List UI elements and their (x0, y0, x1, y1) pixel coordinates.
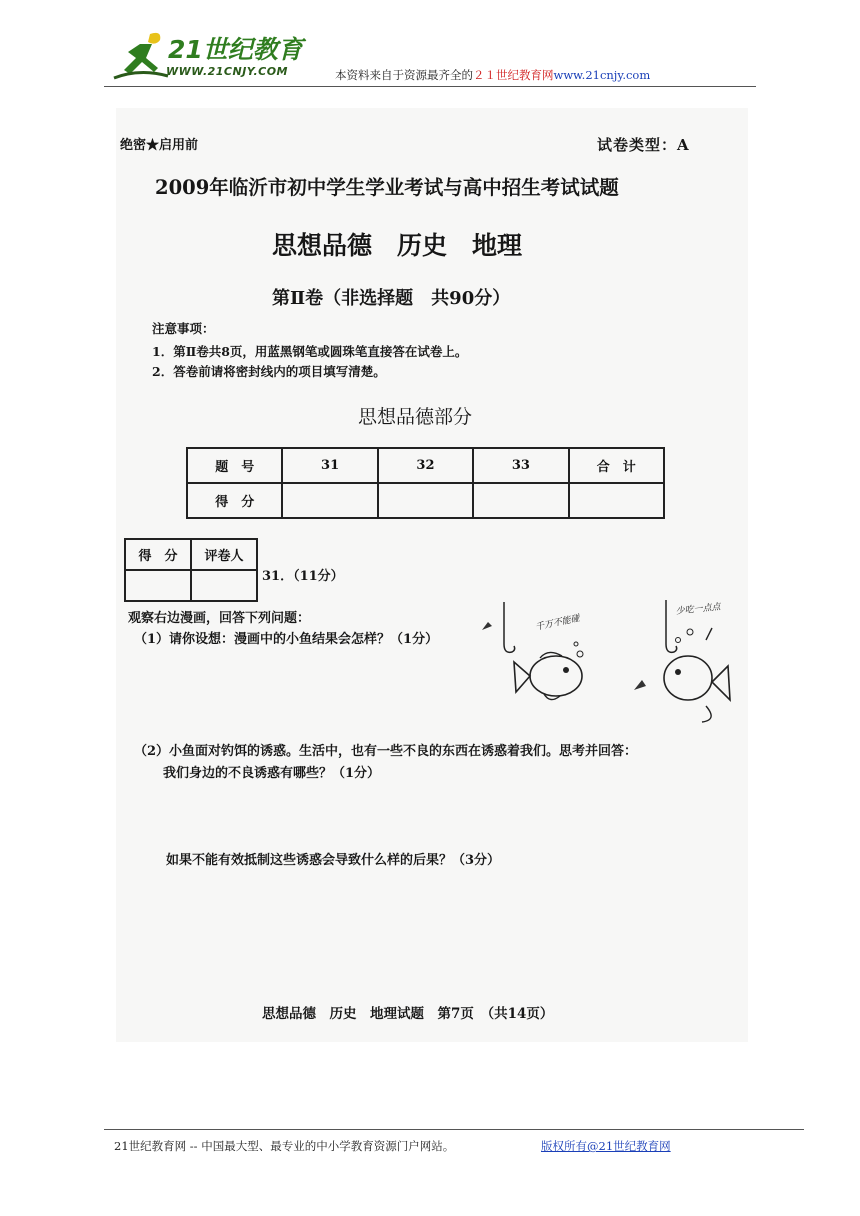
paper-type: 试卷类型：A (597, 136, 690, 154)
section-title: 思想品德部分 (358, 406, 473, 428)
source-url-link[interactable]: www.21cnjy.com (553, 68, 651, 82)
logo-url: WWW.21CNJY.COM (166, 65, 288, 78)
notice-item-2: 2．答卷前请将密封线内的项目填写清楚。 (152, 364, 386, 379)
score-table-label: 得 分 (187, 483, 282, 518)
score-table-header-row (187, 448, 664, 483)
score-cell-33[interactable] (473, 483, 568, 518)
footer-divider (104, 1129, 804, 1130)
score-table-label: 题 号 (187, 448, 282, 483)
question-31-number: 31．（11分） (262, 569, 344, 584)
question-31-part-2-prompt: 我们身边的不良诱惑有哪些？（1分） (163, 766, 381, 781)
site-logo[interactable] (110, 28, 310, 84)
score-table-col: 31 (282, 448, 377, 483)
score-table-col: 32 (378, 448, 473, 483)
source-site-link[interactable]: ２１世纪教育网 (473, 68, 554, 82)
score-cell-31[interactable] (282, 483, 377, 518)
header-source-line (335, 67, 650, 83)
grader-table (124, 538, 258, 602)
comic-caption-left: 千万不能碰 (534, 613, 581, 633)
score-table-col: 33 (473, 448, 568, 483)
score-table (186, 447, 665, 519)
question-instruction: 观察右边漫画，回答下列问题： (128, 611, 311, 626)
score-table-col: 合 计 (569, 448, 664, 483)
comic-caption-right: 少吃一点点 (675, 602, 722, 617)
fish-bait-comic (474, 596, 744, 726)
logo-wordmark: 21世纪教育 (168, 35, 303, 64)
footer-copyright-link[interactable]: 版权所有@21世纪教育网 (541, 1139, 671, 1153)
score-cell-total[interactable] (569, 483, 664, 518)
exam-subjects: 思想品德 历史 地理 (272, 231, 523, 260)
footer-site-description: 21世纪教育网 -- 中国最大型、最专业的中小学教育资源门户网站。 (114, 1139, 455, 1153)
source-prefix: 本资料来自于资源最齐全的 (335, 68, 473, 82)
confidential-label: 绝密★启用前 (120, 138, 199, 153)
notice-item-1: 1．第Ⅱ卷共8页，用蓝黑钢笔或圆珠笔直接答在试卷上。 (152, 344, 468, 359)
question-31-part-2: （2）小鱼面对钓饵的诱惑。生活中，也有一些不良的东西在诱惑着我们。思考并回答： (134, 744, 638, 759)
runner-logo-icon (110, 28, 170, 84)
grader-name-label: 评卷人 (191, 539, 257, 570)
volume-heading: 第Ⅱ卷（非选择题 共90分） (272, 288, 511, 309)
exam-title: 2009年临沂市初中学生学业考试与高中招生考试试题 (155, 176, 619, 199)
grader-name-cell[interactable] (191, 570, 257, 601)
grader-score-cell[interactable] (125, 570, 191, 601)
exam-page-footer: 思想品德 历史 地理试题 第7页 （共14页） (262, 1006, 554, 1022)
grader-score-label: 得 分 (125, 539, 191, 570)
question-31-part-3: 如果不能有效抵制这些诱惑会导致什么样的后果？（3分） (166, 853, 501, 868)
header-divider (104, 86, 756, 87)
notice-heading: 注意事项： (152, 321, 215, 336)
question-31-part-1: （1）请你设想：漫画中的小鱼结果会怎样？（1分） (134, 632, 439, 647)
score-cell-32[interactable] (378, 483, 473, 518)
score-table-score-row (187, 483, 664, 518)
